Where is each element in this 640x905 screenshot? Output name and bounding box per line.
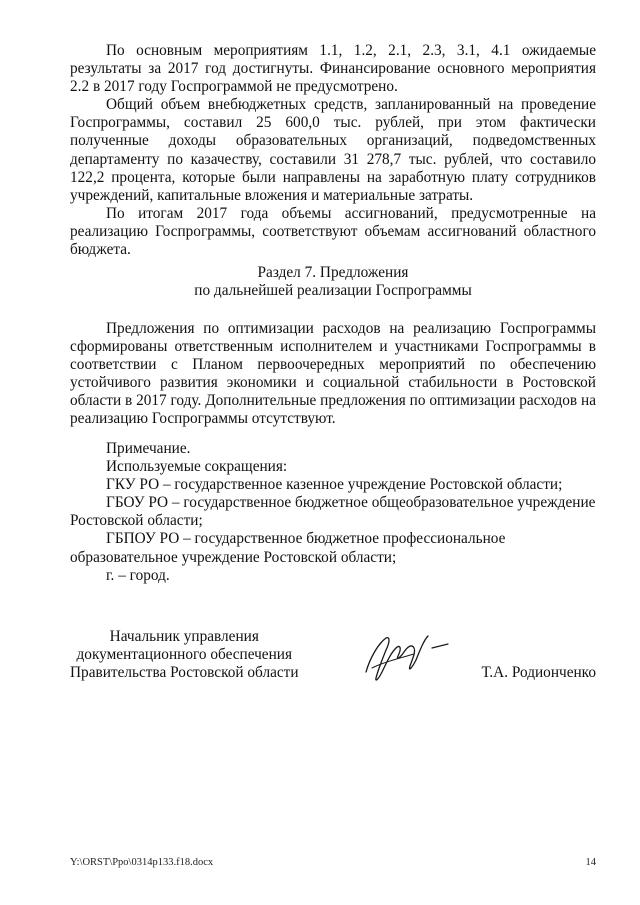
signature-block (70, 628, 596, 688)
abbreviation-item: г. – город. (106, 566, 170, 584)
signatory-title-line1: Начальник управления (109, 628, 259, 645)
signatory-name: Т.А. Родионченко (481, 664, 596, 681)
paragraph-allocations: По итогам 2017 года объемы ассигнований, предусмотренные на реализацию Госпрограммы, соответствуют объемам ассигнований областного бюджета. (70, 204, 596, 259)
abbreviation-item: ГБПОУ РО – государственное бюджетное профессиональное образовательное учреждение Ростовской области; (70, 530, 506, 566)
signatory-title (70, 628, 299, 682)
signatory-title-line3: Правительства Ростовской области (70, 664, 299, 682)
notes-subtitle: Используемые сокращения: (106, 458, 288, 476)
signatory-title-line2: документационного обеспечения (76, 646, 293, 664)
paragraph-extrabudgetary: Общий объем внебюджетных средств, запланированный на проведение Госпрограммы, составил 25 600,0 тыс. рублей, при этом фактически полученные доходы образовательных организаций, подведомственных департаменту по казачеству, составили 31 278,7 тыс. рублей, что составило 122,2 процента, которые были направлены на заработную плату сотрудников учреждений, капитальные вложения и материальные затраты. (70, 96, 596, 204)
abbreviation-item: ГКУ РО – государственное казенное учреждение Ростовской области; (106, 476, 563, 494)
notes-title: Примечание. (106, 440, 191, 457)
section-heading-line2: по дальнейшей реализации Госпрограммы (194, 282, 472, 300)
section-heading (70, 264, 596, 300)
paragraph-results: По основным мероприятиям 1.1, 1.2, 2.1, 2.3, 3.1, 4.1 ожидаемые результаты за 2017 год достигнуты. Финансирование основного мероприятия 2.2 в 2017 году Госпрограммой не предусмотрено. (70, 42, 596, 96)
page-number: 14 (585, 857, 596, 868)
paragraph-proposals: Предложения по оптимизации расходов на реализацию Госпрограммы сформированы ответственным исполнителем и участниками Госпрограммы в соответствии с Планом первоочередных мероприятий по обеспечению устойчивого развития экономики и социальной стабильности в Ростовской области в 2017 году. Дополнительные предложения по оптимизации расходов на реализацию Госпрограммы отсутствуют. (70, 320, 596, 428)
intro-paragraphs (70, 42, 596, 259)
handwritten-signature (356, 628, 456, 688)
file-path: Y:\ORST\Ppo\0314p133.f18.docx (70, 857, 214, 868)
notes-section (70, 440, 596, 585)
section-heading-line1: Раздел 7. Предложения (257, 264, 409, 281)
proposal-section (70, 320, 596, 429)
abbreviation-item: ГБОУ РО – государственное бюджетное общеобразовательное учреждение Ростовской области; (70, 494, 596, 530)
